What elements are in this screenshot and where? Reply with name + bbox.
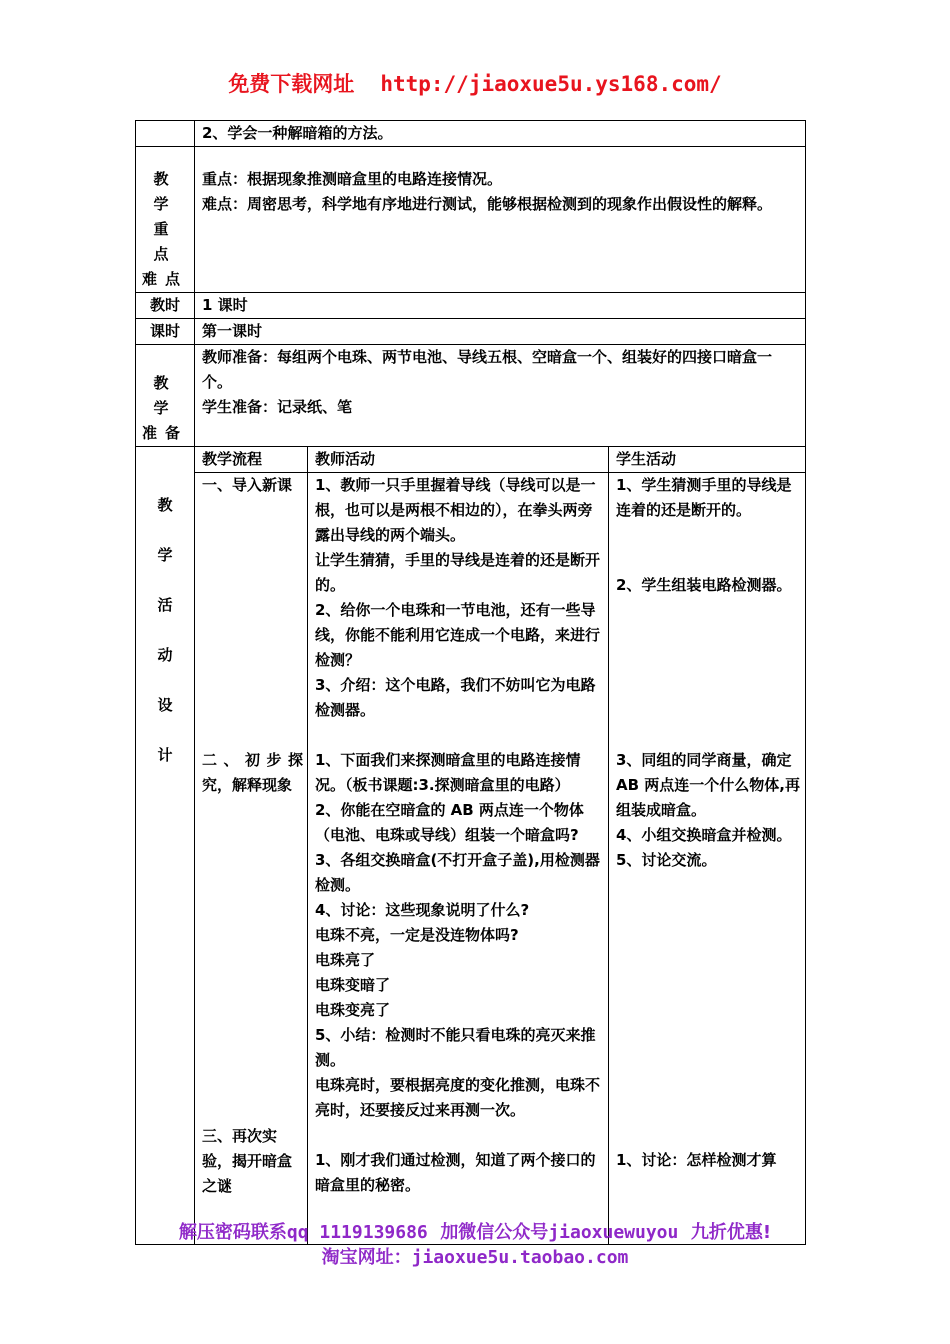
lesson-plan-table <box>135 120 806 1245</box>
student-activity-column: 1、学生猜测手里的导线是连着的还是断开的。 2、学生组装电路检测器。 3、同组的同学商量，确定 AB 两点连一个什么物体,再组装成暗盒。 4、小组交换暗盒并检测。 5、讨论交流。 1、讨论：怎样检测才算 <box>609 473 806 1245</box>
flow-column: 一、导入新课 二、初步探究，解释现象 三、再次实验，揭开暗盒之谜 <box>195 473 308 1245</box>
preparation-label: 教 学 准备 <box>136 345 195 447</box>
footer-taobao: 淘宝网址：jiaoxue5u.taobao.com <box>321 1247 629 1268</box>
class-hours-value: 1 课时 <box>195 293 806 319</box>
footer-taobao-link[interactable]: jiaoxue5u.taobao.com <box>411 1247 629 1268</box>
header-url-link[interactable]: http://jiaoxue5u.ys168.com/ <box>380 72 722 96</box>
footer-contact: 解压密码联系qq 1119139686 加微信公众号jiaoxuewuyou 九折优惠! <box>178 1222 772 1243</box>
key-difficulty-label: 教 学 重 点 难点 <box>136 147 195 293</box>
class-hours-label: 教时 <box>136 293 195 319</box>
header-flow: 教学流程 <box>195 447 308 473</box>
goal-content: 2、学会一种解暗箱的方法。 <box>195 121 806 147</box>
preparation-content: 教师准备：每组两个电珠、两节电池、导线五根、空暗盒一个、组装好的四接口暗盒一个。 学生准备：记录纸、笔 <box>195 345 806 447</box>
lesson-label: 课时 <box>136 319 195 345</box>
download-header <box>0 68 950 98</box>
teacher-activity-column: 1、教师一只手里握着导线（导线可以是一根，也可以是两根不相边的），在拳头两旁露出导线的两个端头。 让学生猜猜，手里的导线是连着的还是断开的。 2、给你一个电珠和一节电池，还有一些导线，你能不能利用它连成一个电路，来进行检测？ 3、介绍：这个电路，我们不妨叫它为电路检测器。 1、下面我们来探测暗盒里的电路连接情况。（板书课题:3.探测暗盒里的电路） 2、你能在空暗盒的 AB 两点连一个物体（电池、电珠或导线）组装一个暗盒吗? 3、各组交换暗盒(不打开盒子盖),用检测器检测。 4、讨论：这些现象说明了什么? 电珠不亮，一定是没连物体吗? 电珠亮了 电珠变暗了 电珠变亮了 5、小结：检测时不能只看电珠的亮灭来推测。 电珠亮时，要根据亮度的变化推测，电珠不亮时，还要接反过来再测一次。 1、刚才我们通过检测，知道了两个接口的暗盒里的秘密。 <box>308 473 609 1245</box>
footer-wechat: jiaoxuewuyou <box>548 1222 679 1243</box>
goal-label-cell <box>136 121 195 147</box>
header-label: 免费下载网址 <box>228 72 355 96</box>
activity-side-label: 教 学 活 动 设 计 <box>136 447 195 1245</box>
key-difficulty-content: 重点：根据现象推测暗盒里的电路连接情况。 难点：周密思考，科学地有序地进行测试，能够根据检测到的现象作出假设性的解释。 <box>195 147 806 293</box>
header-teacher: 教师活动 <box>308 447 609 473</box>
footer-qq: qq 1119139686 <box>286 1222 428 1243</box>
lesson-value: 第一课时 <box>195 319 806 345</box>
header-student: 学生活动 <box>609 447 806 473</box>
